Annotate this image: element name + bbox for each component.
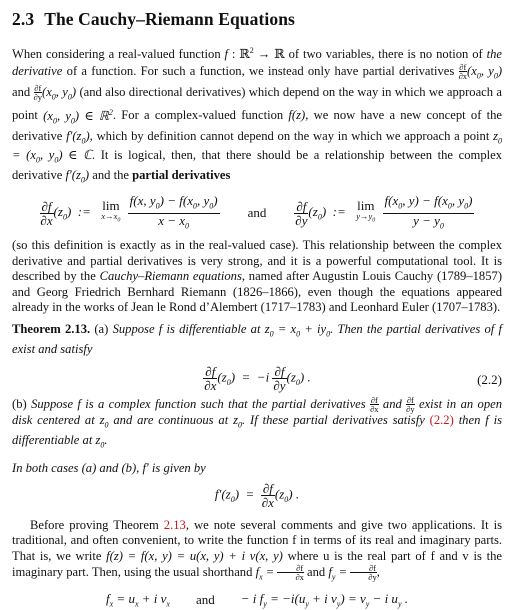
theorem-text: is given by	[151, 460, 206, 475]
math-display: $\frac{\partial f}{\partial x}$ $(z_0) = -i$ $\frac{\partial f}{\partial y}$ $(z_0)$ .	[204, 364, 311, 394]
math-inline: $\frac{\partial f}{\partial x}$	[277, 564, 303, 581]
theorem-text: In both cases (a) and (b),	[12, 460, 140, 475]
history-text: , named after Augustin Louis Cauchy (1789–1857) and Georg Friedrich Bernhard Riemann (1826–1866), even though the equations appeared already in the works of Jean le Rond d’Alembert (1717–1783) and Leonhard Euler (1707–1783).	[12, 269, 503, 314]
eq-and-text: and	[247, 205, 267, 221]
theorem-text: . If these partial derivatives satisfy	[242, 412, 425, 427]
real-imaginary-partials	[12, 590, 502, 610]
intro-bold: partial derivatives	[132, 168, 231, 183]
math-inline: $\frac{\partial f}{\partial y}$	[406, 394, 415, 414]
intro-text: . It is logical, then, that there should be a relationship between the complex derivative	[12, 148, 503, 183]
math-display: $\frac{\partial f}{\partial x}$ $(z_0)$ := lim $x\to x_0$ $\frac{f(x, y_0) - f(x_0, y_0)}{x - x_0}$	[40, 193, 218, 231]
intro-emph: the derivative	[12, 47, 502, 78]
math-inline: ($x_0$, $y_0$)	[467, 63, 503, 81]
eq-and-text: and	[195, 592, 215, 608]
derivative-formula	[12, 479, 502, 513]
math-display: $\frac{\partial f}{\partial y}$ $(z_0)$ := lim $y\to y_0$ $\frac{f(x_0, y) - f(x_0, y_0)}{y - y_0}$	[295, 193, 473, 231]
math-inline: $\frac{\partial f}{\partial x}$	[458, 61, 468, 81]
theorem-text: and	[382, 396, 402, 411]
math-inline: f(z) = f(x, y) = u(x, y) + i v(x, y)	[106, 548, 283, 563]
section-number: 2.3	[12, 9, 35, 29]
math-inline: $f'(z_0)$	[65, 168, 90, 185]
equation-reference-link[interactable]: (2.2)	[429, 412, 454, 427]
math-inline: $z_0$	[99, 412, 109, 430]
theorem-conclusion	[12, 461, 502, 476]
theorem-text: (b)	[12, 396, 27, 411]
theorem-part-a	[12, 322, 502, 357]
intro-paragraph: When considering a real-valued function f : ℝ$^2$ → ℝ of two variables, there is no notion of the derivative of a function. For such a function, we instead only have partial derivatives $\frac{\partial f}{\partial x}$ ($x_0$, $y_0$) and $\frac{\partial f}{\partial y}$ ($x_0$, $y_0$) (and also directional derivatives) which depend on the way in which we approach a point ($x_0$, $y_0$) ∈ ℝ$^2$. For a complex-valued function f(z), we now have a new concept of the derivative $f'(z_0)$, which by definition cannot depend on the way in which we approach a point $z_0 = (x_0$, $y_0$) ∈ ℂ. It is logical, then, that there should be a relationship between the complex derivative $f'(z_0)$ and the partial derivatives	[12, 46, 503, 185]
math-inline: $\frac{\partial f}{\partial x}$	[370, 394, 379, 414]
history-emph: Cauchy–Riemann equations	[99, 269, 242, 284]
math-inline: $f_x$ =	[255, 565, 275, 582]
math-display: $f_x = u_x + i$ $v_x$	[105, 591, 170, 609]
history-paragraph	[12, 238, 502, 315]
theorem-label: Theorem 2.13.	[12, 322, 91, 337]
math-inline: $\frac{\partial f}{\partial y}$	[350, 564, 376, 581]
theorem-text: Suppose f is differentiable at	[112, 322, 261, 337]
cauchy-riemann-equation	[12, 362, 502, 396]
intro-text: (and also directional derivatives) which depend on the way in which we approach a point	[12, 84, 503, 123]
math-inline: $\frac{\partial f}{\partial y}$	[33, 82, 42, 102]
math-inline: $z_0$	[233, 412, 243, 430]
theorem-text: then f is differentiable at	[12, 412, 502, 447]
math-display: $f'(z_0)$ = $\frac{\partial f}{\partial x}$ $(z_0)$ .	[214, 481, 300, 511]
section-heading	[12, 0, 502, 30]
intro-text: and the	[92, 168, 129, 183]
math-inline: $z_0 = (x_0$, $y_0$) ∈ ℂ	[12, 128, 502, 165]
comments-text: and	[307, 565, 326, 580]
theorem-text: (a)	[94, 322, 109, 337]
intro-text: of two variables, there is no notion of	[288, 47, 483, 62]
math-inline: $f_y$ =	[328, 565, 348, 582]
comments-text: Before proving Theorem	[30, 517, 159, 532]
theorem-text: Suppose f is a complex function such that the partial derivatives	[31, 396, 366, 411]
math-inline: $z_0 = x_0 + iy_0$	[264, 322, 331, 339]
theorem-part-b	[12, 396, 502, 453]
math-inline: ($x_0$, $y_0$)	[42, 84, 77, 102]
section-title: The Cauchy–Riemann Equations	[44, 9, 295, 29]
theorem-text: exist in an open disk centered at	[12, 396, 503, 427]
intro-text: When considering a real-valued function	[12, 47, 221, 62]
math-inline: $z_0$.	[95, 432, 108, 450]
math-inline: f(z)	[288, 108, 306, 123]
intro-text: , we now have a new concept of the derivative	[12, 108, 503, 143]
theorem-text: . Then the partial derivatives of f exist and satisfy	[12, 322, 502, 357]
comments-text: where u is the real part of f and v is the imaginary part. Then, using the usual shorthand	[12, 548, 502, 580]
theorem-reference-link[interactable]: 2.13	[163, 517, 186, 532]
math-inline: ($x_0$, $y_0$) ∈ ℝ$^2$	[43, 107, 113, 126]
math-inline: $f'(z_0)$	[66, 128, 90, 146]
math-display: − i $f_y = -i(u_y + i$ $v_y) = v_y - i$ $u_y$ .	[240, 591, 408, 609]
equation-tag: (2.2)	[477, 371, 502, 387]
comments-text: , we note several comments and give two applications. It is traditional, and often convenient, to write the function f in terms of its real and imaginary parts. That is, we write	[12, 517, 503, 563]
math-inline: f′	[142, 460, 149, 475]
partial-derivative-definitions	[12, 194, 502, 232]
intro-text: of a function. For such a function, we instead only have partial derivatives	[66, 63, 455, 78]
intro-text: . For a complex-valued function	[112, 108, 284, 123]
history-text: (so this definition is exactly as in the real-valued case). This relationship between the complex derivative and partial derivatives is very strong, and it is a powerful computational tool. It is described by the	[12, 238, 502, 284]
comments-paragraph: Before proving Theorem 2.13, we note several comments and give two applications. It is traditional, and often convenient, to write the function f in terms of its real and imaginary parts. That is, we write f(z) = f(x, y) = u(x, y) + i v(x, y) where u is the real part of f and v is the imaginary part. Then, using the usual shorthand $f_x$ = $\frac{\partial f}{\partial x}$ and $f_y$ = $\frac{\partial f}{\partial y}$ ,	[12, 517, 503, 583]
intro-text: and	[12, 84, 31, 99]
math-inline: f	[224, 47, 229, 62]
intro-text: , which by definition cannot depend on the way in which we approach a point	[89, 128, 490, 143]
theorem-text: and are continuous at	[113, 412, 229, 427]
